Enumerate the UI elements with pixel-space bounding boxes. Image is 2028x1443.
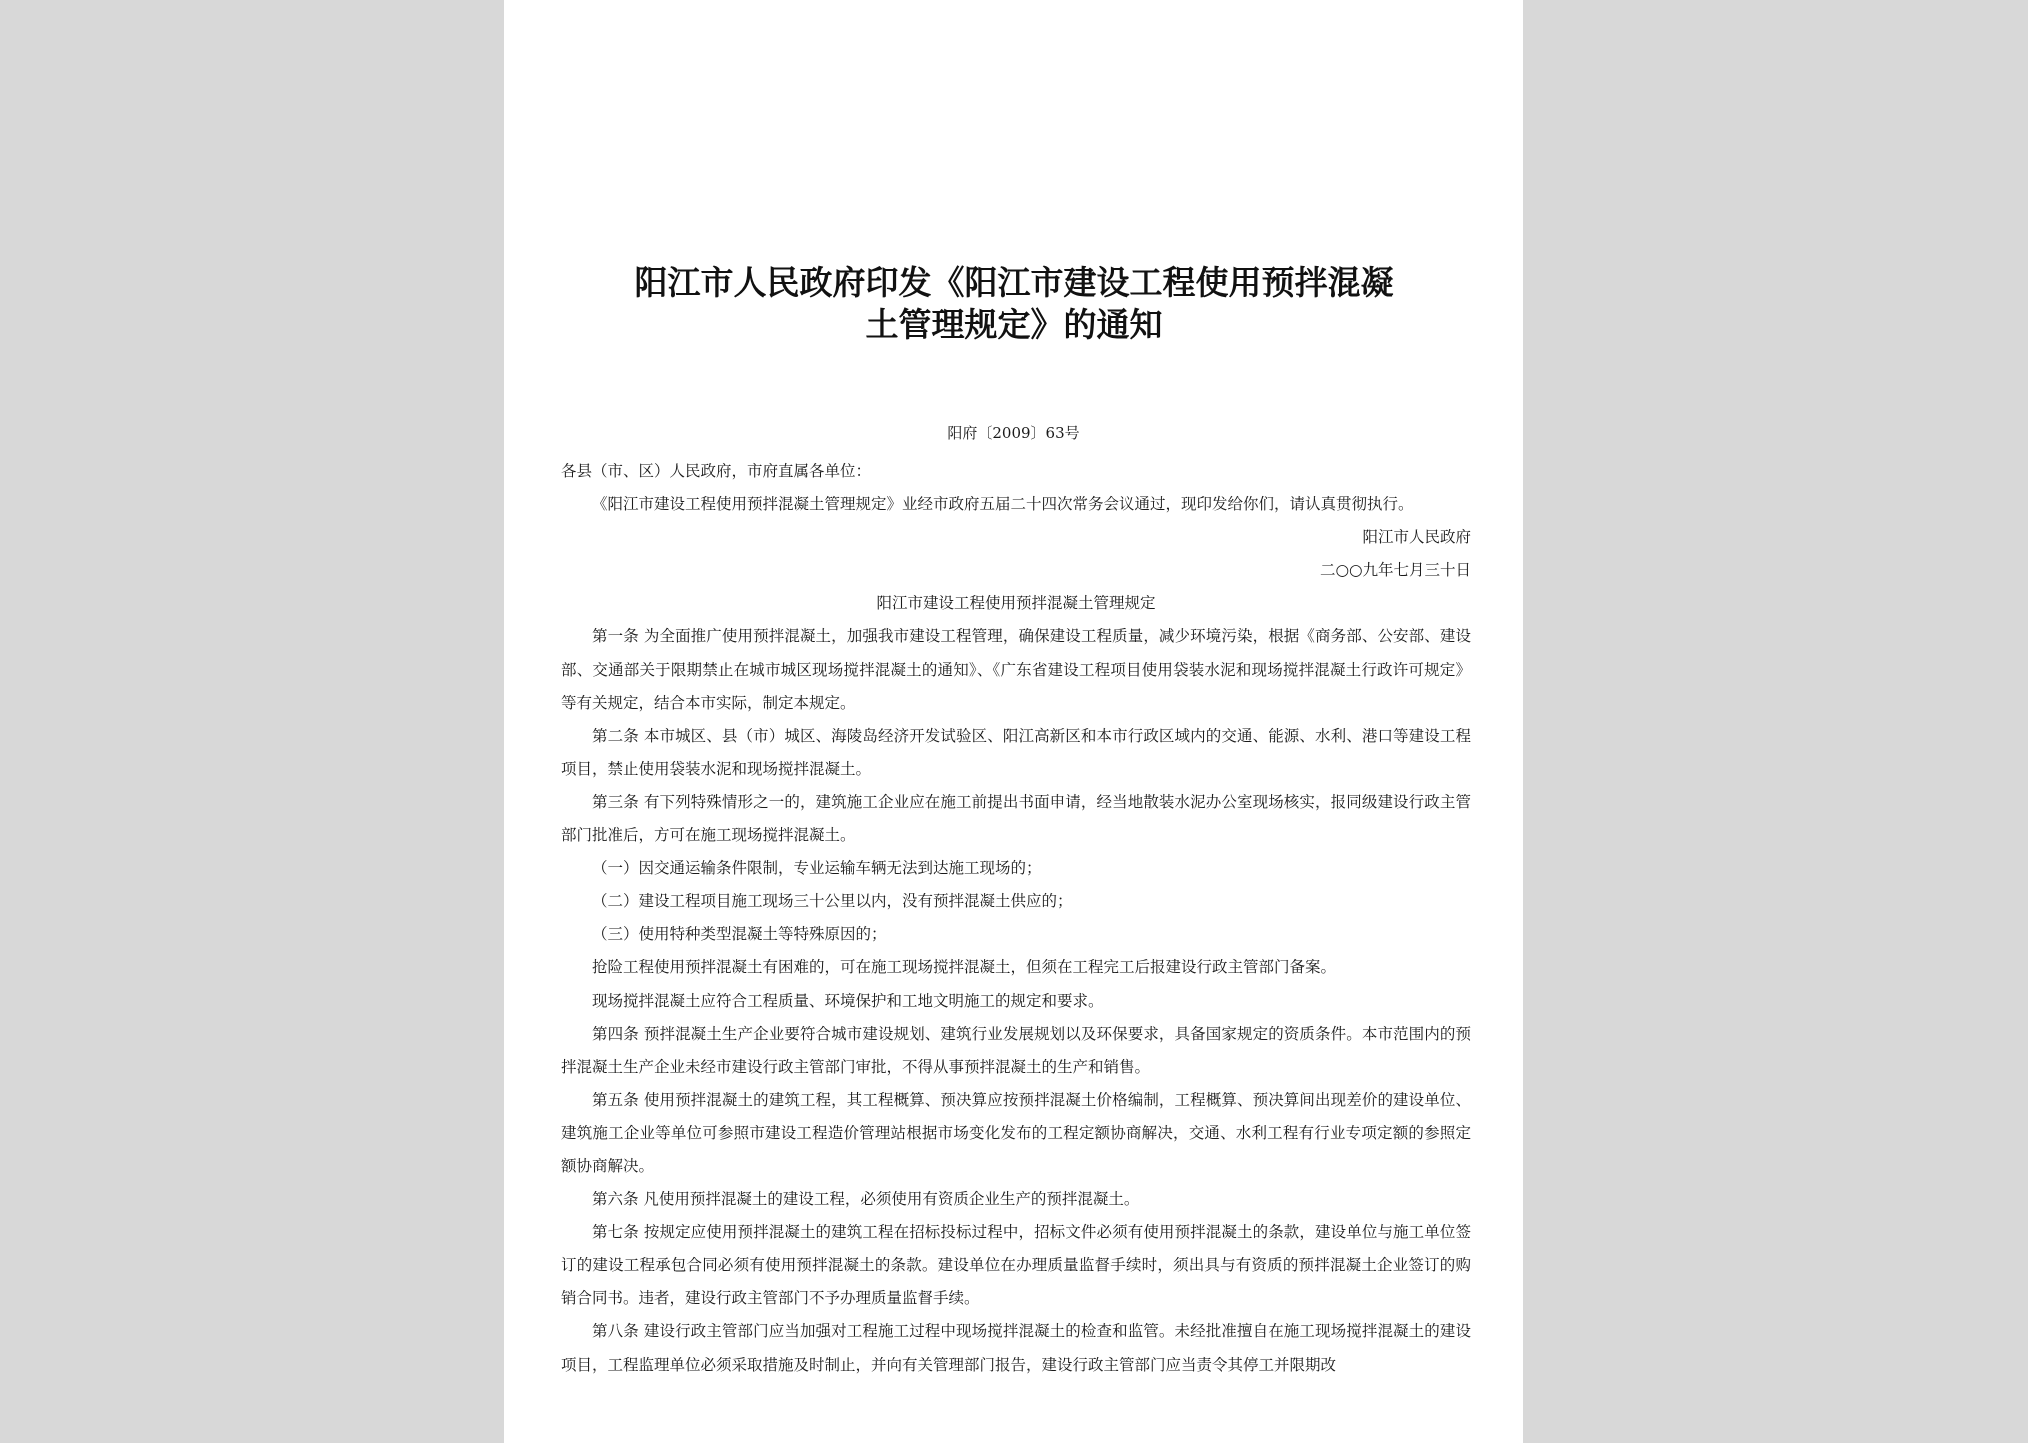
issue-date: 二○○九年七月三十日 xyxy=(1319,561,1471,580)
regulation-title: 阳江市建设工程使用预拌混凝土管理规定 xyxy=(876,594,1156,613)
paragraph-article-2: 第二条 本市城区、县（市）城区、海陵岛经济开发试验区、阳江高新区和本市行政区域内的交通、能源、水利、港口等建设工程项目，禁止使用袋装水泥和现场搅拌混凝土。 xyxy=(561,726,1471,778)
paragraph-article-7: 第七条 按规定应使用预拌混凝土的建筑工程在招标投标过程中，招标文件必须有使用预拌混凝土的条款，建设单位与施工单位签订的建设工程承包合同必须有使用预拌混凝土的条款。建设单位在办理质量监督手续时，须出具与有资质的预拌混凝土企业签订的购销合同书。违者，建设行政主管部门不予办理质量监督手续。 xyxy=(561,1223,1471,1308)
paragraph-article-6: 第六条 凡使用预拌混凝土的建设工程，必须使用有资质企业生产的预拌混凝土。 xyxy=(592,1190,1140,1209)
paragraph-article-5: 第五条 使用预拌混凝土的建筑工程，其工程概算、预决算应按预拌混凝土价格编制，工程概算、预决算间出现差价的建设单位、建筑施工企业等单位可参照市建设工程造价管理站根据市场变化发布的工程定额协商解决，交通、水利工程有行业专项定额的参照定额协商解决。 xyxy=(561,1090,1471,1175)
paragraph-article-3: 第三条 有下列特殊情形之一的，建筑施工企业应在施工前提出书面申请，经当地散装水泥办公室现场核实，报同级建设行政主管部门批准后，方可在施工现场搅拌混凝土。 xyxy=(561,792,1471,845)
document-number: 阳府〔2009〕63号 xyxy=(947,424,1080,442)
paragraph-article-8: 第八条 建设行政主管部门应当加强对工程施工过程中现场搅拌混凝土的检查和监管。未经批准擅自在施工现场搅拌混凝土的建设项目，工程监理单位必须采取措施及时制止，并向有关管理部门报告，建设行政主管部门应当责令其停工并限期改 xyxy=(561,1322,1471,1374)
title-line-2: 土管理规定》的通知 xyxy=(865,305,1163,344)
paragraph-item-1: （一）因交通运输条件限制，专业运输车辆无法到达施工现场的； xyxy=(592,859,1042,878)
issuer: 阳江市人民政府 xyxy=(1362,528,1471,547)
paragraph-article-4: 第四条 预拌混凝土生产企业要符合城市建设规划、建筑行业发展规划以及环保要求，具备国家规定的资质条件。本市范围内的预拌混凝土生产企业未经市建设行政主管部门审批，不得从事预拌混凝土的生产和销售。 xyxy=(561,1024,1471,1076)
document-title xyxy=(574,262,1454,346)
paragraph-article-1: 第一条 为全面推广使用预拌混凝土，加强我市建设工程管理，确保建设工程质量，减少环境污染，根据《商务部、公安部、建设部、交通部关于限期禁止在城市城区现场搅拌混凝土的通知》、《广东省建设工程项目使用袋装水泥和现场搅拌混凝土行政许可规定》等有关规定，结合本市实际，制定本规定。 xyxy=(561,627,1471,712)
paragraph-emergency: 抢险工程使用预拌混凝土有困难的，可在施工现场搅拌混凝土，但须在工程完工后报建设行政主管部门备案。 xyxy=(592,958,1337,977)
paragraph-item-3: （三）使用特种类型混凝土等特殊原因的； xyxy=(592,925,887,944)
document-body xyxy=(561,455,1471,1382)
document-page xyxy=(504,0,1523,1443)
addressee: 各县（市、区）人民政府，市府直属各单位： xyxy=(561,462,872,480)
paragraph-item-2: （二）建设工程项目施工现场三十公里以内，没有预拌混凝土供应的； xyxy=(592,892,1073,911)
paragraph-onsite-mixing: 现场搅拌混凝土应符合工程质量、环境保护和工地文明施工的规定和要求。 xyxy=(592,991,1104,1010)
notice-body: 《阳江市建设工程使用预拌混凝土管理规定》业经市政府五届二十四次常务会议通过，现印发给你们，请认真贯彻执行。 xyxy=(592,495,1414,514)
title-line-1: 阳江市人民政府印发《阳江市建设工程使用预拌混凝 xyxy=(634,263,1394,302)
